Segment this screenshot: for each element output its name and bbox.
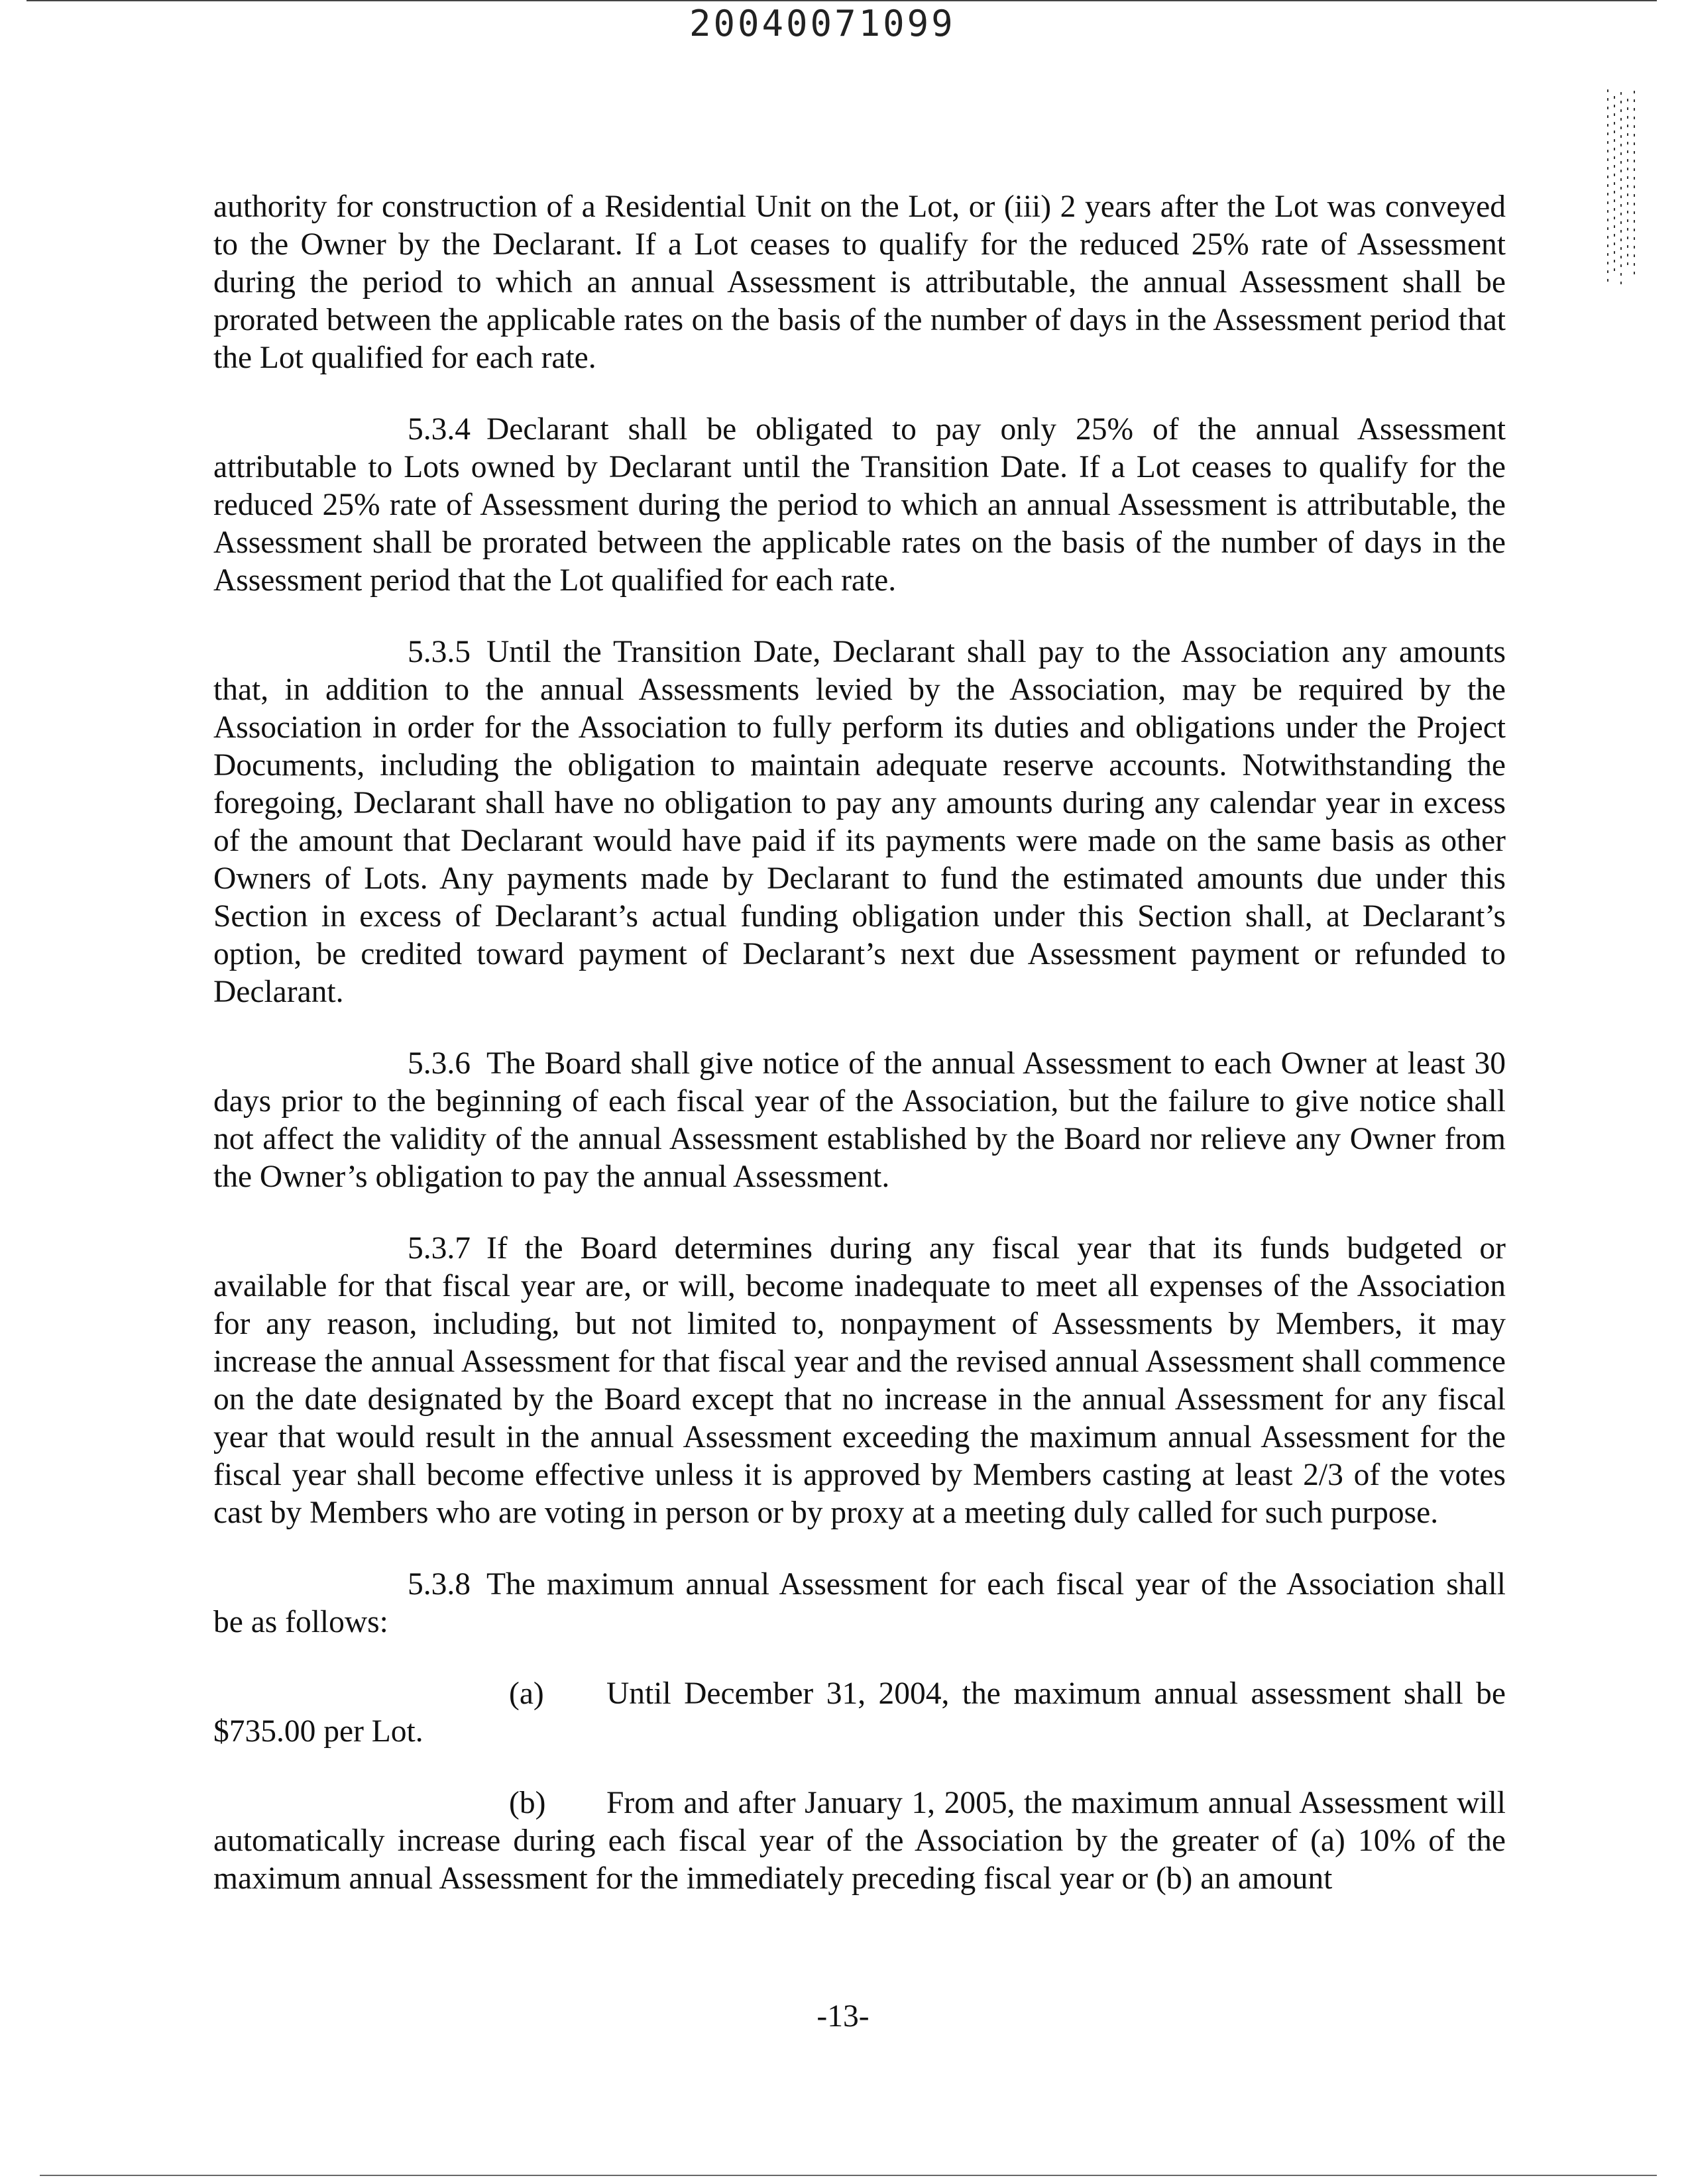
- paragraph-text: The maximum annual Assessment for each fiscal year of the Association shall be as follows:: [213, 1567, 1506, 1639]
- subsection-label: (a): [509, 1676, 544, 1711]
- document-body: [213, 188, 1506, 1898]
- section-5-3-4: [213, 411, 1506, 600]
- subsection-b: [213, 1784, 1506, 1898]
- paragraph-continuation: [213, 188, 1506, 377]
- section-number: 5.3.4: [408, 412, 471, 447]
- section-5-3-6: [213, 1045, 1506, 1196]
- paragraph-text: The Board shall give notice of the annual Assessment to each Owner at least 30 days prior to the beginning of each fiscal year of the Association, but the failure to give notice shall not affect the validity of the annual Assessment established by the Board nor relieve any Owner from the Owner’s obligation to pay the annual Assessment.: [213, 1046, 1506, 1194]
- section-number: 5.3.8: [408, 1567, 471, 1602]
- section-5-3-8: [213, 1566, 1506, 1641]
- scan-margin-marks: [1602, 89, 1642, 288]
- paragraph-text: Until December 31, 2004, the maximum annual assessment shall be $735.00 per Lot.: [213, 1676, 1506, 1749]
- paragraph-text: Until the Transition Date, Declarant shall pay to the Association any amounts that, in addition to the annual Assessments levied by the Association, may be required by the Association in order for the Association to fully perform its duties and obligations under the Project Documents, including the obligation to maintain adequate reserve accounts. Notwithstanding the foregoing, Declarant shall have no obligation to pay any amounts during any calendar year in excess of the amount that Declarant would have paid if its payments were made on the same basis as other Owners of Lots. Any payments made by Declarant to fund the estimated amounts due under this Section in excess of Declarant’s actual funding obligation under this Section shall, at Declarant’s option, be credited toward payment of Declarant’s next due Assessment payment or refunded to Declarant.: [213, 635, 1506, 1009]
- subsection-label: (b): [509, 1786, 546, 1820]
- page-number: -13-: [816, 1999, 870, 2034]
- section-number: 5.3.6: [408, 1046, 471, 1081]
- section-5-3-7: [213, 1230, 1506, 1532]
- bottom-scan-rule: [40, 2175, 1657, 2176]
- section-number: 5.3.7: [408, 1231, 471, 1266]
- subsection-a: [213, 1675, 1506, 1751]
- document-number: 20040071099: [689, 3, 956, 44]
- section-5-3-5: [213, 633, 1506, 1011]
- paragraph-text: From and after January 1, 2005, the maximum annual Assessment will automatically increase during each fiscal year of the Association by the greater of (a) 10% of the maximum annual Assessment for the immediately preceding fiscal year or (b) an amount: [213, 1786, 1506, 1896]
- paragraph-text: Declarant shall be obligated to pay only 25% of the annual Assessment attributable to Lots owned by Declarant until the Transition Date. If a Lot ceases to qualify for the reduced 25% rate of Assessment during the period to which an annual Assessment is attributable, the Assessment shall be prorated between the applicable rates on the basis of the number of days in the Assessment period that the Lot qualified for each rate.: [213, 412, 1506, 598]
- paragraph-text: If the Board determines during any fiscal year that its funds budgeted or available for that fiscal year are, or will, become inadequate to meet all expenses of the Association for any reason, including, but not limited to, nonpayment of Assessments by Members, it may increase the annual Assessment for that fiscal year and the revised annual Assessment shall commence on the date designated by the Board except that no increase in the annual Assessment for any fiscal year that would result in the annual Assessment exceeding the maximum annual Assessment for the fiscal year shall become effective unless it is approved by Members casting at least 2/3 of the votes cast by Members who are voting in person or by proxy at a meeting duly called for such purpose.: [213, 1231, 1506, 1530]
- section-number: 5.3.5: [408, 635, 471, 669]
- top-scan-rule: [27, 0, 1657, 1]
- paragraph-text: authority for construction of a Residential Unit on the Lot, or (iii) 2 years after the Lot was conveyed to the Owner by the Declarant. If a Lot ceases to qualify for the reduced 25% rate of Assessment during the period to which an annual Assessment is attributable, the annual Assessment shall be prorated between the applicable rates on the basis of the number of days in the Assessment period that the Lot qualified for each rate.: [213, 190, 1506, 375]
